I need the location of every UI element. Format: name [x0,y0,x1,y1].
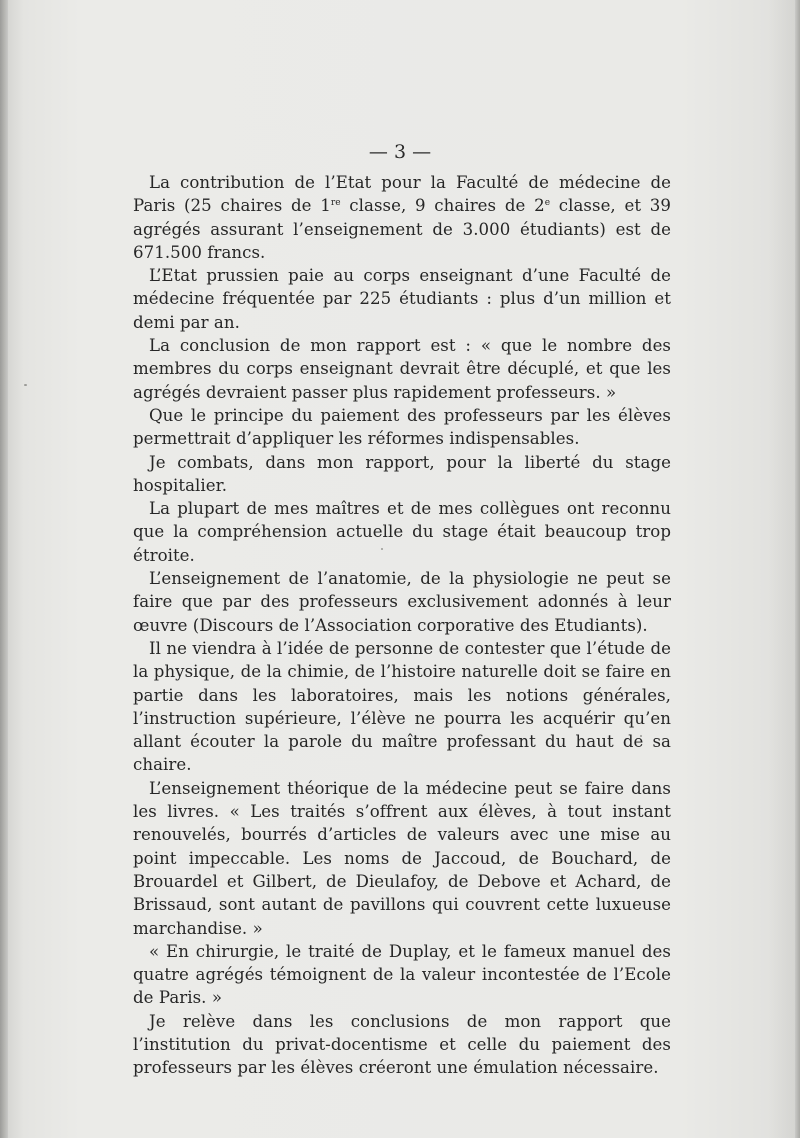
page-edge-right [795,0,800,1138]
body-text [133,171,671,1080]
page-number: — 3 — [368,141,432,163]
paragraph: L’enseignement théorique de la médecine peut se faire dans les livres. « Les traités s’offrent aux élèves, à tout instant renouvelés, bourrés d’articles de valeurs avec une mise au point impeccable. Les noms de Jaccoud, de Bouchard, de Brouardel et Gilbert, de Dieulafoy, de Debove et Achard, de Brissaud, sont autant de pavillons qui couvrent cette luxueuse marchandise. » [133,778,671,938]
paper-speck [24,384,27,386]
paragraph: Que le principe du paiement des professeurs par les élèves permettrait d’appliquer les réformes indispensables. [133,405,671,449]
paragraph: La plupart de mes maîtres et de mes collègues ont reconnu que la compréhension actuelle du stage était beaucoup trop étroite. [133,499,671,565]
paragraph: Je relève dans les conclusions de mon rapport que l’institution du privat-docentisme et celle du paiement des professeurs par les élèves créeront une émulation nécessaire. [133,1011,671,1078]
paragraph: Il ne viendra à l’idée de personne de contester que l’étude de la physique, de la chimie, de l’histoire naturelle doit se faire en partie dans les laboratoires, mais les notions générales, l’instruction supérieure, l’élève ne pourra les acquérir qu’en allant écouter la parole du maître professant du haut de sa chaire. [133,638,671,775]
paragraph: La contribution de l’Etat pour la Faculté de médecine de Paris (25 chaires de 1re classe, 9 chaires de 2e classe, et 39 agrégés assurant l’enseignement de 3.000 étudiants) est de 671.500 francs. [133,173,671,262]
paragraph: « En chirurgie, le traité de Duplay, et le fameux manuel des quatre agrégés témoignent de la valeur incontestée de l’Ecole de Paris. » [133,941,671,1008]
paragraph: La conclusion de mon rapport est : « que le nombre des membres du corps enseignant devrait être décuplé, et que les agrégés devraient passer plus rapidement professeurs. » [133,336,671,402]
paragraph: L’enseignement de l’anatomie, de la physiologie ne peut se faire que par des professeurs exclusivement adonnés à leur œuvre (Discours de l’Association corporative des Etudiants). [133,569,671,635]
paragraph: Je combats, dans mon rapport, pour la liberté du stage hospitalier. [133,452,671,495]
paragraph: L’Etat prussien paie au corps enseignant d’une Faculté de médecine fréquentée par 225 étudiants : plus d’un million et demi par an. [133,266,671,332]
page-edge-left [0,0,8,1138]
